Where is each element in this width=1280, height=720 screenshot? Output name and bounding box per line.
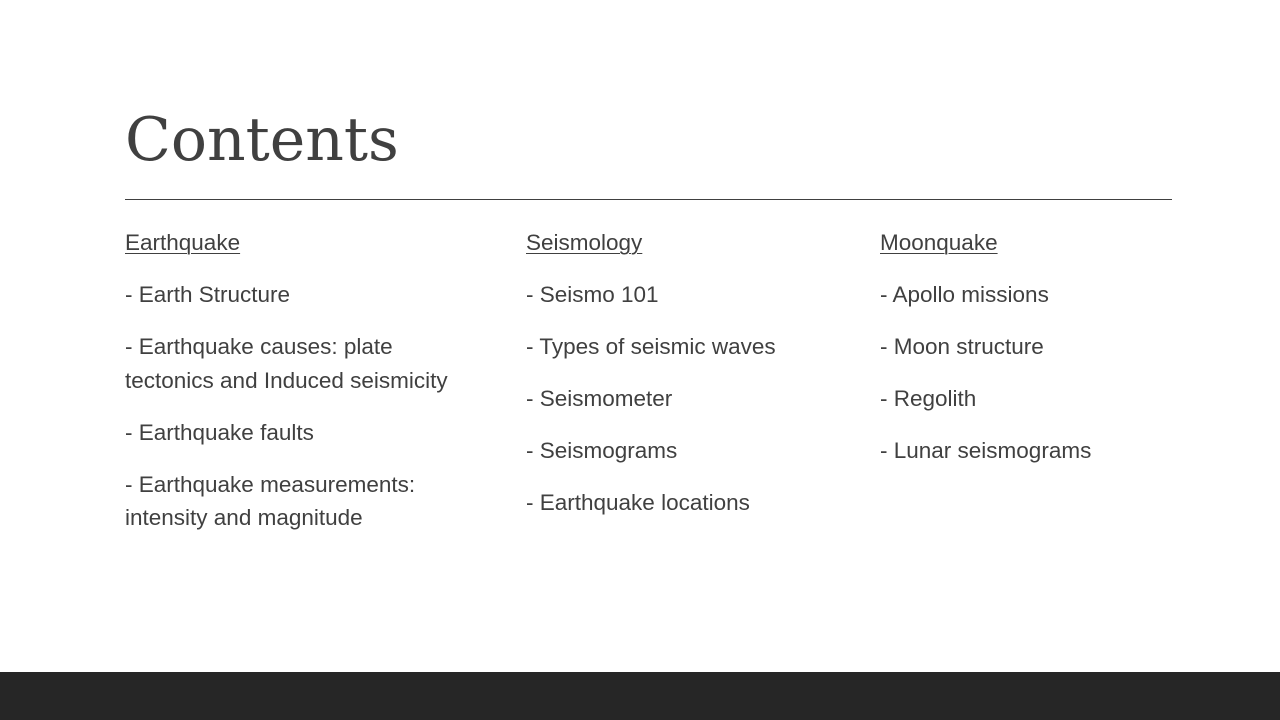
- title-divider: [125, 199, 1172, 200]
- footer-bar: [0, 672, 1280, 720]
- list-item: - Earth Structure: [125, 281, 291, 307]
- column-heading-seismology: Seismology: [526, 230, 643, 255]
- column-moonquake: [880, 226, 1170, 486]
- list-item: - Apollo missions: [880, 281, 1049, 307]
- column-earthquake: [125, 226, 455, 553]
- list-item: - Seismograms: [526, 437, 678, 463]
- column-heading-earthquake: Earthquake: [125, 230, 241, 255]
- list-item: - Earthquake locations: [526, 489, 750, 515]
- column-seismology: [526, 226, 826, 538]
- list-item: - Lunar seismograms: [880, 437, 1092, 463]
- list-item: - Seismo 101: [526, 281, 659, 307]
- list-item: - Regolith: [880, 385, 977, 411]
- slide-title: Contents: [125, 105, 399, 175]
- list-item: - Earthquake measurements: intensity and magnitude: [125, 471, 416, 531]
- column-heading-moonquake: Moonquake: [880, 230, 998, 255]
- list-item: - Moon structure: [880, 333, 1044, 359]
- list-item: - Earthquake faults: [125, 419, 314, 445]
- list-item: - Types of seismic waves: [526, 333, 776, 359]
- list-item: - Seismometer: [526, 385, 673, 411]
- list-item: - Earthquake causes: plate tectonics and Induced seismicity: [125, 333, 448, 393]
